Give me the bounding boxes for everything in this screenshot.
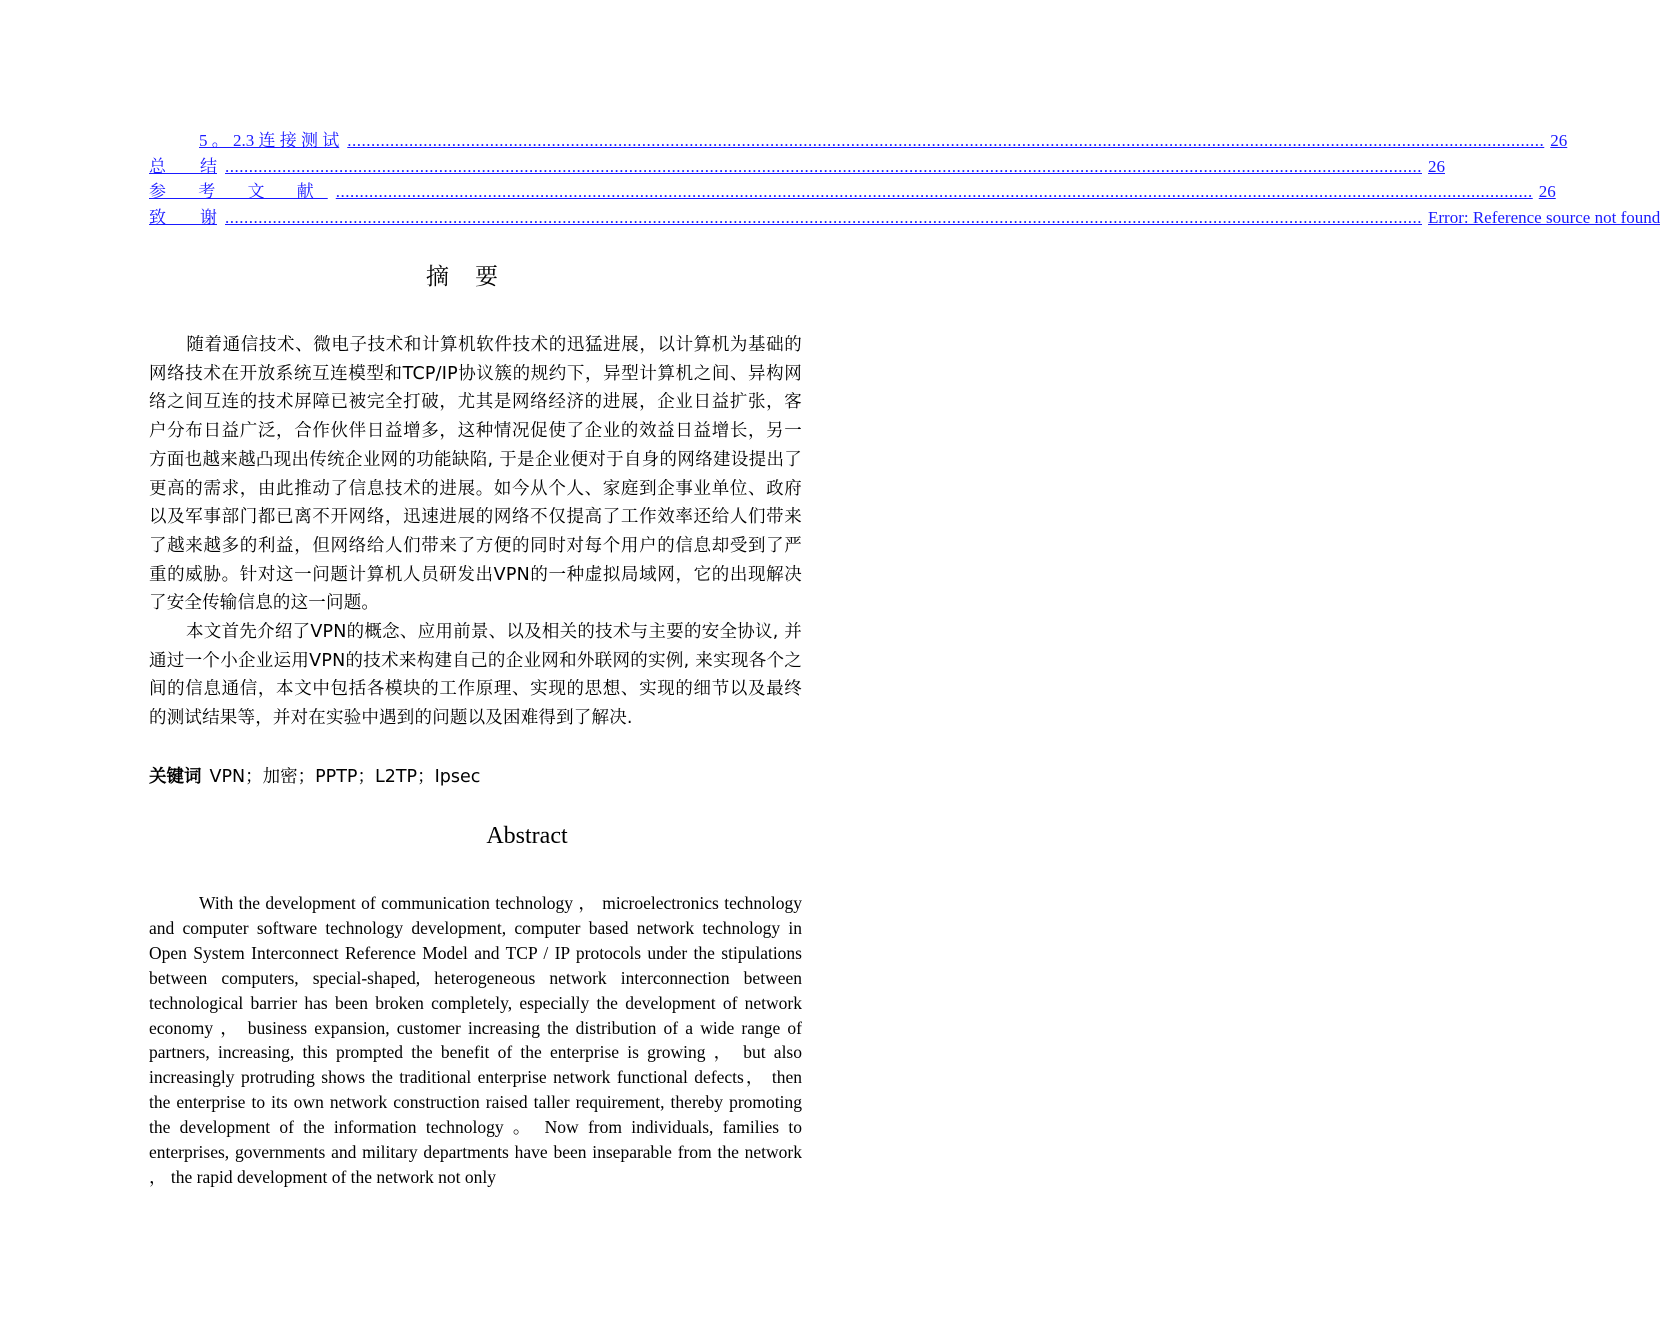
table-of-contents [149,126,1660,228]
toc-entry-references[interactable] [149,177,1556,203]
abstract-cn-title: 摘要 [426,264,524,290]
toc-leader-dots: ............................................................................................................................................................................................................................................................ [347,131,1545,150]
abstract-en-title: Abstract [486,823,568,849]
toc-entry-connection-test[interactable] [149,126,1568,152]
keywords-line [149,763,480,788]
toc-entry-acknowledgements[interactable] [149,203,1660,229]
toc-entry-page: Error: Reference source not found [1428,207,1660,227]
toc-leader-dots: ............................................................................................................................................................................................................................................................ [225,207,1422,227]
toc-entry-label: 5 。 2.3 连 接 测 试 [199,131,340,150]
abstract-cn-paragraph-1 [149,331,802,618]
toc-entry-page: 26 [1550,131,1568,150]
toc-entry-label: 总 结 [149,156,217,176]
toc-entry-page: 26 [1428,156,1445,176]
abstract-cn-paragraph-2-text: 本文首先介绍了VPN的概念、应用前景、以及相关的技术与主要的安全协议, 并通过一个小企业运用VPN的技术来构建自己的企业网和外联网的实例, 来实现各个之间的信息通信，本文中包括各模块的工作原理、实现的思想、实现的细节以及最终的测试结果等，并对在实验中遇到的问题以及困难得到了解决. [149,622,802,729]
abstract-cn-paragraph-1-text: 随着通信技术、微电子技术和计算机软件技术的迅猛进展，以计算机为基础的网络技术在开放系统互连模型和TCP/IP协议簇的规约下，异型计算机之间、异构网络之间互连的技术屏障已被完全打破，尤其是网络经济的进展，企业日益扩张，客户分布日益广泛，合作伙伴日益增多，这种情况促使了企业的效益日益增长，另一方面也越来越凸现出传统企业网的功能缺陷, 于是企业便对于自身的网络建设提出了更高的需求，由此推动了信息技术的进展。如今从个人、家庭到企事业单位、政府以及军事部门都已离不开网络，迅速进展的网络不仅提高了工作效率还给人们带来了越来越多的利益，但网络给人们带来了方便的同时对每个用户的信息却受到了严重的威胁。针对这一问题计算机人员研发出VPN的一种虚拟局域网，它的出现解决了安全传输信息的这一问题。 [149,335,802,614]
abstract-en-paragraph-1-text: With the development of communication technology ， microelectronics technology and computer software technology development, computer based network technology in Open System Interconnect Reference Model and TCP / IP protocols under the stipulations between computers, special-shaped, heterogeneous network interconnection between technological barrier has been broken completely, especially the development of network economy ， business expansion, customer increasing the distribution of a wide range of partners, increasing, this prompted the benefit of the enterprise is growing ， but also increasingly protruding shows the traditional enterprise network functional defects， then the enterprise to its own network construction raised taller requirement, thereby promoting the development of the information technology 。 Now from individuals, families to enterprises, governments and military departments have been inseparable from the network ， the rapid development of the network not only [149,893,802,1187]
abstract-en-paragraph-1 [149,891,802,1190]
toc-entry-page: 26 [1538,182,1556,201]
keywords-label: 关键词 [149,767,202,787]
toc-entry-label: 参 考 文 献 [149,182,328,201]
toc-leader-dots: ............................................................................................................................................................................................................................................................ [335,182,1533,201]
toc-leader-dots: ............................................................................................................................................................................................................................................................ [225,156,1422,176]
toc-entry-summary[interactable] [149,152,1445,178]
keywords-value: VPN；加密；PPTP；L2TP；Ipsec [209,767,481,787]
toc-entry-label: 致 谢 [149,207,217,227]
abstract-cn-paragraph-2 [149,618,802,733]
